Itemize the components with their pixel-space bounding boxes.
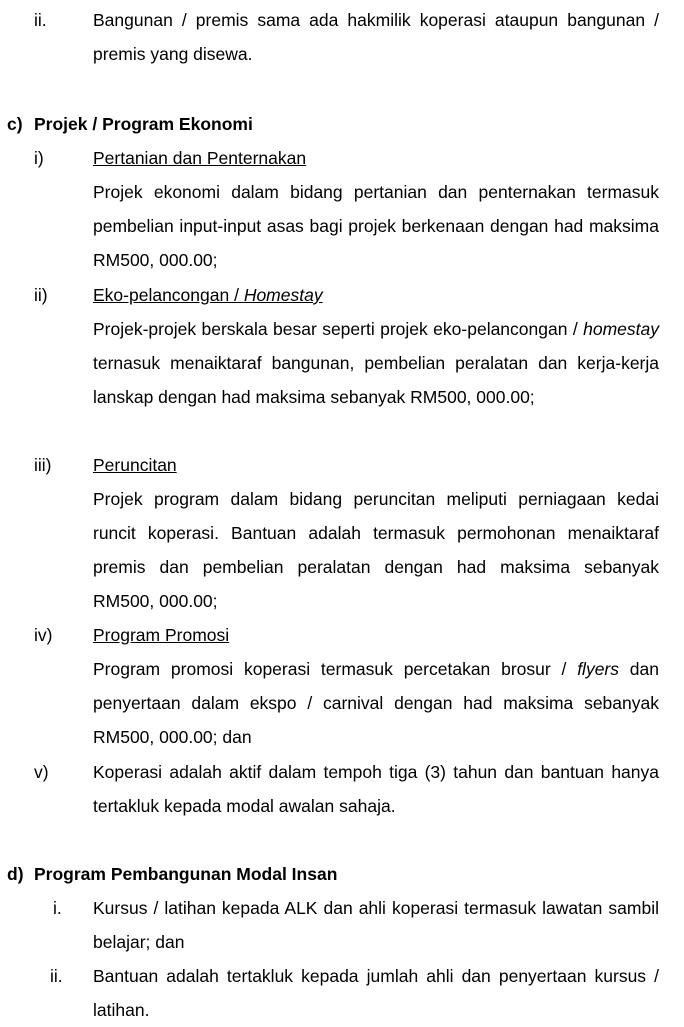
item-title [93,278,659,312]
item-body [93,278,659,414]
section-title: Program Pembangunan Modal Insan [34,864,338,884]
item-body [93,618,659,754]
item-text: Projek ekonomi dalam bidang pertanian dan penternakan termasuk pembelian input-input asas bagi projek berkenaan dengan had maksima RM500, 000.00; [93,182,659,270]
item-number: ii) [34,285,48,305]
item-text-part: Projek-projek berskala besar seperti projek eko-pelancongan / [93,319,584,339]
item-text [93,319,659,407]
item-number: i) [34,148,44,168]
section-heading [7,107,253,141]
item-title: Pertanian dan Penternakan [93,148,307,168]
item-text-part: ternasuk menaiktaraf bangunan, pembelian peralatan dan kerja-kerja lanskap dengan had maksima sebanyak RM500, 000.00; [93,353,659,407]
item-body [93,448,659,618]
item-text: Projek program dalam bidang peruncitan meliputi perniagaan kedai runcit koperasi. Bantuan adalah termasuk permohonan menaiktaraf premis dan pembelian peralatan dengan had maksima sebanyak RM500, 000.00; [93,489,659,611]
item-text-part: Program promosi koperasi termasuk percetakan brosur / [93,659,578,679]
section-label: d) [7,864,24,884]
section-heading [7,857,337,891]
item-number: ii. [34,10,47,30]
section-label: c) [7,114,23,134]
item-number: v) [34,762,49,782]
item-title-part: Eko-pelancongan / [93,285,244,305]
item-number: ii. [50,966,63,986]
item-text: Kursus / latihan kepada ALK dan ahli koperasi termasuk lawatan sambil belajar; dan [93,898,659,952]
item-text: Bangunan / premis sama ada hakmilik koperasi ataupun bangunan / premis yang disewa. [93,10,659,64]
section-title: Projek / Program Ekonomi [34,114,253,134]
item-title: Peruncitan [93,455,177,475]
item-text [93,659,659,747]
item-text: Koperasi adalah aktif dalam tempoh tiga (3) tahun dan bantuan hanya tertakluk kepada modal awalan sahaja. [93,762,659,816]
item-text-part: dan penyertaan dalam ekspo / carnival dengan had maksima sebanyak RM500, 000.00; dan [93,659,660,747]
item-number: i. [53,898,62,918]
item-number: iii) [34,455,52,475]
item-text-italic: flyers [577,659,619,679]
item-title-italic: Homestay [243,285,323,305]
item-text: Bantuan adalah tertakluk kepada jumlah ahli dan penyertaan kursus / latihan. [93,966,659,1020]
item-body [93,141,659,277]
item-text-italic: homestay [583,319,659,339]
item-number: iv) [34,625,53,645]
item-title: Program Promosi [93,625,230,645]
